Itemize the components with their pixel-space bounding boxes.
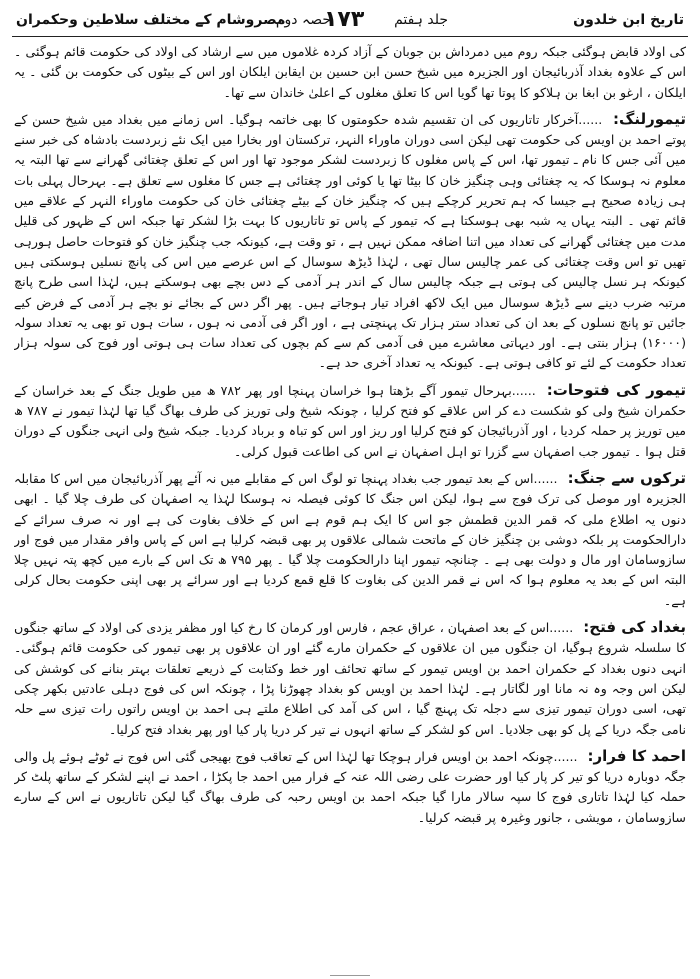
footer-mark (330, 975, 370, 976)
section-heading: تیمورلنگ: (613, 109, 686, 128)
paragraph-text: ......چونکہ احمد بن اویس فرار ہوچکا تھا لہٰذا اس کے تعاقب فوج بھیجی گئی اس فوج نے ٹوٹے ہوئے پل والی جگہ دوبارہ دریا کو تیر کر پار کیا اور حضرت علی رضی اللہ عنہ کے فرار میں احمد جا پکڑا ، احمد نے اپنے لشکر کے ساتھ پلٹ کر حملہ کیا لہٰذا تاتاری فوج کا سپہ سالار مارا گیا جبکہ احمد بن اویس رحبہ کی طرف بھاگ گیا لیکن تاتاریوں نے اس کے سارے سازوسامان ، مویشی ، جانور وغیرہ پر قبضہ کرلیا۔ (14, 748, 686, 825)
paragraph-text: ......اس کے بعد اصفہان ، عراق عجم ، فارس اور کرمان کا رخ کیا اور مظفر یزدی کی اولاد کے ساتھ جنگوں کا سلسلہ شروع ہوگیا، ان جنگوں میں ان علاقوں کے حکمران مارے گئے اور ان علاقوں پر بھی تیمور کی حکومت قائم ہوگئی۔ انہی دنوں بغداد کے حکمران احمد بن اویس تیمور کے ساتھ تحائف اور خط وکتابت کے ذریعے تعلقات بہتر بنانے کی کوشش کی لیکن اس وجہ وہ نہ مانا اور لگاتار ہے۔ لہٰذا احمد بن اویس کو بغداد چھوڑنا پڑا ، چونکہ اس کی فوج دہلی عادتیں بکھر چکی تھی، اسی دوران تیمور تیزی سے دجلہ تک پہنچ گیا ، اس کی آمد کی اطلاع ملتے ہی احمد بن اویس راتوں رات تیزی سے حلہ نامی جگہ دریا کے پل کو بھی جلادیا۔ اس کو لشکر کے ساتھ انہوں نے تیر کر دریا پار کیا اور پھر بغداد فتح کرلیا۔ (14, 620, 686, 737)
section-heading: ترکوں سے جنگ: (567, 468, 686, 487)
header-divider (12, 36, 688, 37)
paragraph-text: ......آخرکار تاتاریوں کی ان تقسیم شدہ حکومتوں کا بھی خاتمہ ہوگیا۔ اس زمانے میں بغداد میں شیخ حسن کے پوتے احمد بن اویس کی حکومت تھی لیکن اسی دوران ماوراء النہر، ترکستان اور بخارا میں ایک نئے زبردست بادشاہ کی خبر سنے میں آئی جس کا نام ـ تیمور تھا، اس کے پاس مغلوں کا زبردست لشکر موجود تھا اور اس کے تعلق چغتائی گھرانے سے تھا البتہ یہ معلوم نہ ہوسکا کہ یہ چغتائی وہی چنگیز خان کا بیٹا تھا یا کوئی اور چغتائی ہے جس کا مغلوں سے تعلق ہے۔ بہرحال پہلی بات ہی زیادہ صحیح ہے جیسا کہ ہم تحریر کرچکے ہیں کہ چنگیز خان کے بیٹے چغتائی خان کی حکومت ماوراء النہر کے علاقے میں قائم تھی ۔ البتہ یہاں یہ شبہ بھی ہوسکتا ہے کہ تیمور کے پاس تو تاتاریوں کا بہت بڑا لشکر تھا جبکہ اس کے ظہور کی قلیل مدت میں چغتائی گھرانے کی تعداد میں اتنا اضافہ ممکن نہیں ہے ، تو وقت ہے، کیونکہ جب چنگیز خان کو فتوحات حاصل ہورہی تھیں تو اس وقت چغتائی کی عمر چالیس سال تھی ، لہٰذا ڈیڑھ سوسال کے اس عرصے میں اس کی پانچ نسلیں ہوسکتی ہیں کیونکہ ہر نسل چالیس کی ہوتی ہے جبکہ چالیس سال کے اندر ہر آدمی کے دس بچے بھی ہوسکتے ہیں، لہٰذا اسی طرح پانچ مرتبہ ضرب دینے سے ڈیڑھ سوسال میں ایک لاکھ افراد تیار ہوجاتے ہیں۔ پھر اگر دس کے بجائے نو بچے ہر آدمی کے فرض کیے جائیں تو پانچ نسلوں کے بعد ان کی تعداد ستر ہزار تک پہنچتی ہے ، اور اگر فی آدمی نہ ہوں ، سات ہوں تو بھی یہ تعداد سولہ (۱۶۰۰۰) ہزار بنتی ہے۔ اور دیہاتی معاشرے میں فی آدمی کم سے کم بچوں کی تعداد سات ہی ہوتی اور فوج کی سولہ ہزار تعداد حکومت کے لئے تو کافی ہوتی ہے۔ کیونکہ یہ تعداد آخری حد ہے۔ (14, 111, 686, 371)
section-heading: احمد کا فرار: (587, 746, 686, 765)
section-heading: بغداد کی فتح: (583, 618, 686, 637)
chapter-topic: مصروشام کے مختلف سلاطین وحکمران (16, 12, 286, 28)
paragraph-text: کی اولاد قابض ہوگئی جبکہ روم میں دمرداش بن جوبان کے آزاد کردہ غلاموں میں سے ارشاد کی اولاد کی حکومت قائم ہوگئی ۔ اس کے علاوہ بغداد آذربائیجان اور الجزیرہ میں شیخ حسن ابن حسین بن ایقابن ایلکان اور اس کے بیٹوں کی حکومت بن گئی ۔ یہ ایلکان ، ارغو بن ابغا بن ہلاکو کا پوتا تھا گویا اس کا تعلق مغلوں کے اعلیٰ خاندان سے تھا۔ (14, 44, 686, 100)
section-conquests (14, 380, 686, 462)
volume-label: جلد ہفتم (394, 12, 448, 28)
section-baghdad (14, 617, 686, 740)
part-label: حصہ دوم (275, 12, 331, 28)
page-number: ۱۷۳ (324, 7, 365, 32)
section-ahmad-escape (14, 746, 686, 828)
paragraph-text: ......بہرحال تیمور آگے بڑھتا ہوا خراسان پہنچا اور پھر ۷۸۲ ھ میں طویل جنگ کے بعد خراسان کے حکمران شیخ ولی کو شکست دے کر اس علاقے کو فتح کرلیا ، چونکہ شیخ ولی توریز کی طرف بھاگ گیا تھا لہٰذا تیمور نے ۷۸۷ ھ میں توریز پر حملہ کردیا ، اور آذربائیجان کو فتح کرلیا اور ریز اور اس کو تباہ و برباد کردیا۔ جبکہ شیخ ولی انہی جنگوں کے دوران قتل ہوا ۔ تیمور جب اصفہان سے گزرا تو اہل اصفہان نے اس کی اطاعت قبول کرلی۔ (14, 382, 686, 459)
section-heading: تیمور کی فتوحات: (546, 380, 686, 399)
book-title: تاریخ ابن خلدون (573, 12, 684, 28)
section-turks-war (14, 468, 686, 611)
section-timur (14, 109, 686, 374)
paragraph-intro (14, 42, 686, 103)
page-body (14, 42, 686, 973)
paragraph-text: ......اس کے بعد تیمور جب بغداد پہنچا تو لوگ اس کے مقابلے میں نہ آئے پھر آذربائیجان میں اس کا مقابلہ الجزیرہ اور موصل کی ترک فوج سے ہوا، لیکن اس جنگ کا کوئی فیصلہ نہ ہوسکا لہٰذا یہ اصفہان کی طرف چلا گیا ۔ ابھی دنوں یہ اطلاع ملی کہ قمر الدین قطمش جو اس کا ایک ہم قوم ہے اس کے خلاف بغاوت کی ہے اور نہ صرف سرائے کے دارالحکومت پر بلکہ دوشی بن چنگیز خان کے ماتحت شمالی علاقوں پر بھی قبضہ کرلیا ہے اس کے پاس وافر مقدار میں فوج اور سازوسامان اور مال و دولت بھی ہے ۔ چنانچہ تیمور اپنا دارالحکومت چلا گیا ۔ پھر ۷۹۵ ھ تک اس کے بارے میں کچھ پتہ نہیں چلا البتہ اس کے بعد یہ معلوم ہوا کہ اس نے قمر الدین کی بغاوت کا قلع قمع کردیا ہے اور سرائے پر بھی اپنی حکومت بحال کرلی ہے۔ (14, 470, 686, 608)
page-header (14, 6, 686, 34)
